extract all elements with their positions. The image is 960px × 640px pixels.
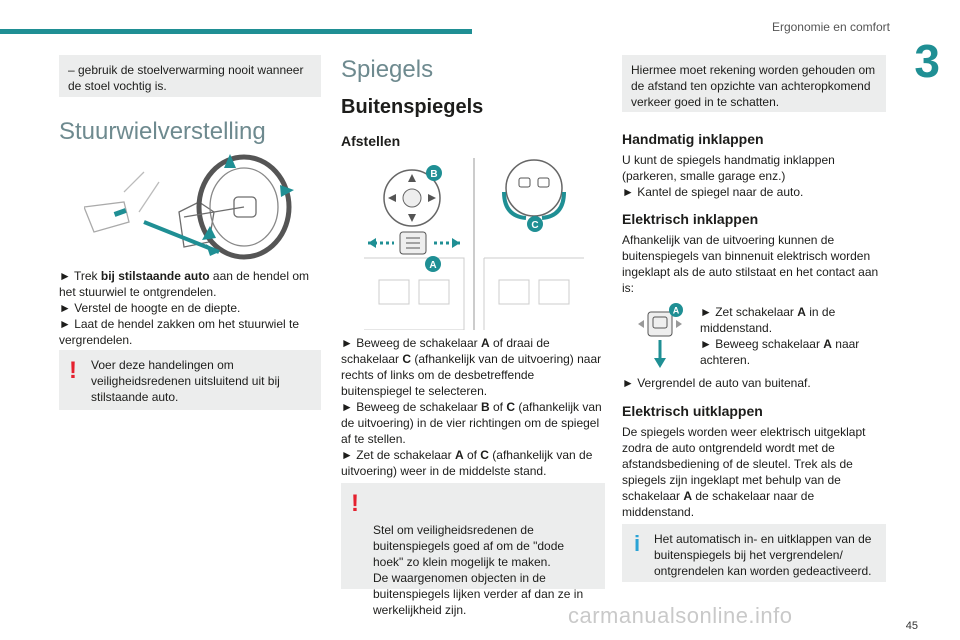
steering-warning-box [59, 350, 321, 410]
seat-heating-note-text: – gebruik de stoelverwarming nooit wanneer de stoel vochtig is. [68, 63, 304, 93]
fold-step-2: ► Beweeg schakelaar A naar achteren. [700, 337, 860, 367]
label-c: C [531, 220, 539, 231]
steering-wheel-illustration [84, 152, 304, 262]
traffic-note-box [622, 55, 886, 112]
auto-fold-info-text: Het automatisch in- en uitklappen van de buitenspiegels bij het vergrendelen/ ontgrendelen kan worden gedeactiveerd. [654, 532, 872, 578]
manual-fold-heading: Handmatig inklappen [622, 131, 764, 147]
header-accent-bar [0, 29, 472, 34]
adjust-subheading: Afstellen [341, 133, 401, 149]
page-number: 45 [905, 620, 918, 632]
mirror-controls-illustration [364, 158, 584, 330]
rotary-c-icon [504, 160, 564, 218]
chapter-title: Ergonomie en comfort [771, 20, 890, 34]
label-a: A [429, 260, 437, 271]
fold-steps [700, 304, 886, 368]
manual-fold-text: U kunt de spiegels handmatig inklappen (parkeren, smalle garage enz.) [622, 153, 835, 183]
label-b: B [430, 169, 438, 180]
steering-step-1: ► Trek bij stilstaande auto aan de hendel om het stuurwiel te ontgrendelen. [59, 269, 309, 299]
mirror-warning-text: Stel om veiligheidsredenen de buitenspiegels goed af om de "dode hoek" zo klein mogelijk te maken. De waargenomen objecten in de buitenspiegels lijken verder af dan ze in werkelijkheid zijn. [373, 523, 584, 617]
traffic-note-text: Hiermee moet rekening worden gehouden om de afstand ten opzichte van achteropkomend verkeer goed in te schatten. [631, 63, 876, 109]
auto-fold-info-box [622, 524, 886, 582]
adjust-step-3: ► Zet de schakelaar A of C (afhankelijk van de uitvoering) weer in de middelste stand. [341, 448, 593, 478]
switch-a-icon [364, 232, 464, 330]
exterior-mirrors-heading: Buitenspiegels [341, 96, 484, 118]
electric-fold-heading: Elektrisch inklappen [622, 211, 759, 227]
electric-unfold-text: De spiegels worden weer elektrisch uitgeklapt zodra de auto ontgrendeld wordt met de afstandsbediening of de sleutel. Trek als de spiegels zijn ingeklapt met behulp van de schakelaar A de schakelaar naar de middenstand. [622, 425, 866, 519]
mirror-warning-box [341, 483, 605, 617]
electric-fold-text: Afhankelijk van de uitvoering kunnen de buitenspiegels van binnenuit elektrisch worden ingeklapt als de auto stilstaat en het contact aan is: [622, 233, 879, 295]
fold-step-1: ► Zet schakelaar A in de middenstand. [700, 305, 836, 335]
steering-steps [59, 268, 321, 348]
warning-icon: ! [69, 357, 77, 384]
info-icon: i [634, 531, 641, 556]
mirrors-chapter-heading: Spiegels [341, 56, 434, 83]
steering-warning-text: Voer deze handelingen om veiligheidsredenen uitsluitend uit bij stilstaande auto. [91, 358, 280, 404]
steering-adjust-heading: Stuurwielverstelling [59, 118, 266, 145]
chapter-number: 3 [914, 35, 940, 87]
adjust-step-1: ► Beweeg de schakelaar A of draai de schakelaar C (afhankelijk van de uitvoering) naar rechts of links om de desbetreffende buitenspiegel te selecteren. [341, 336, 602, 398]
manual-fold-step: ► Kantel de spiegel naar de auto. [622, 185, 804, 199]
warning-icon: ! [351, 490, 359, 517]
steering-step-2: ► Verstel de hoogte en de diepte. [59, 301, 241, 315]
fold-label-a: A [672, 305, 680, 316]
watermark: carmanualsonline.info [568, 603, 793, 628]
adjust-step-2: ► Beweeg de schakelaar B of C (afhankelijk van de uitvoering) in de vier richtingen om de spiegel af te stellen. [341, 400, 602, 446]
electric-unfold-heading: Elektrisch uitklappen [622, 403, 763, 419]
seat-heating-note [59, 55, 321, 97]
steering-step-3: ► Laat de hendel zakken om het stuurwiel te vergrendelen. [59, 317, 300, 347]
fold-step-3: ► Vergrendel de auto van buitenaf. [622, 376, 811, 390]
fold-switch-a-icon [636, 302, 686, 370]
manual-fold-body [622, 152, 886, 200]
adjust-steps [341, 335, 605, 479]
